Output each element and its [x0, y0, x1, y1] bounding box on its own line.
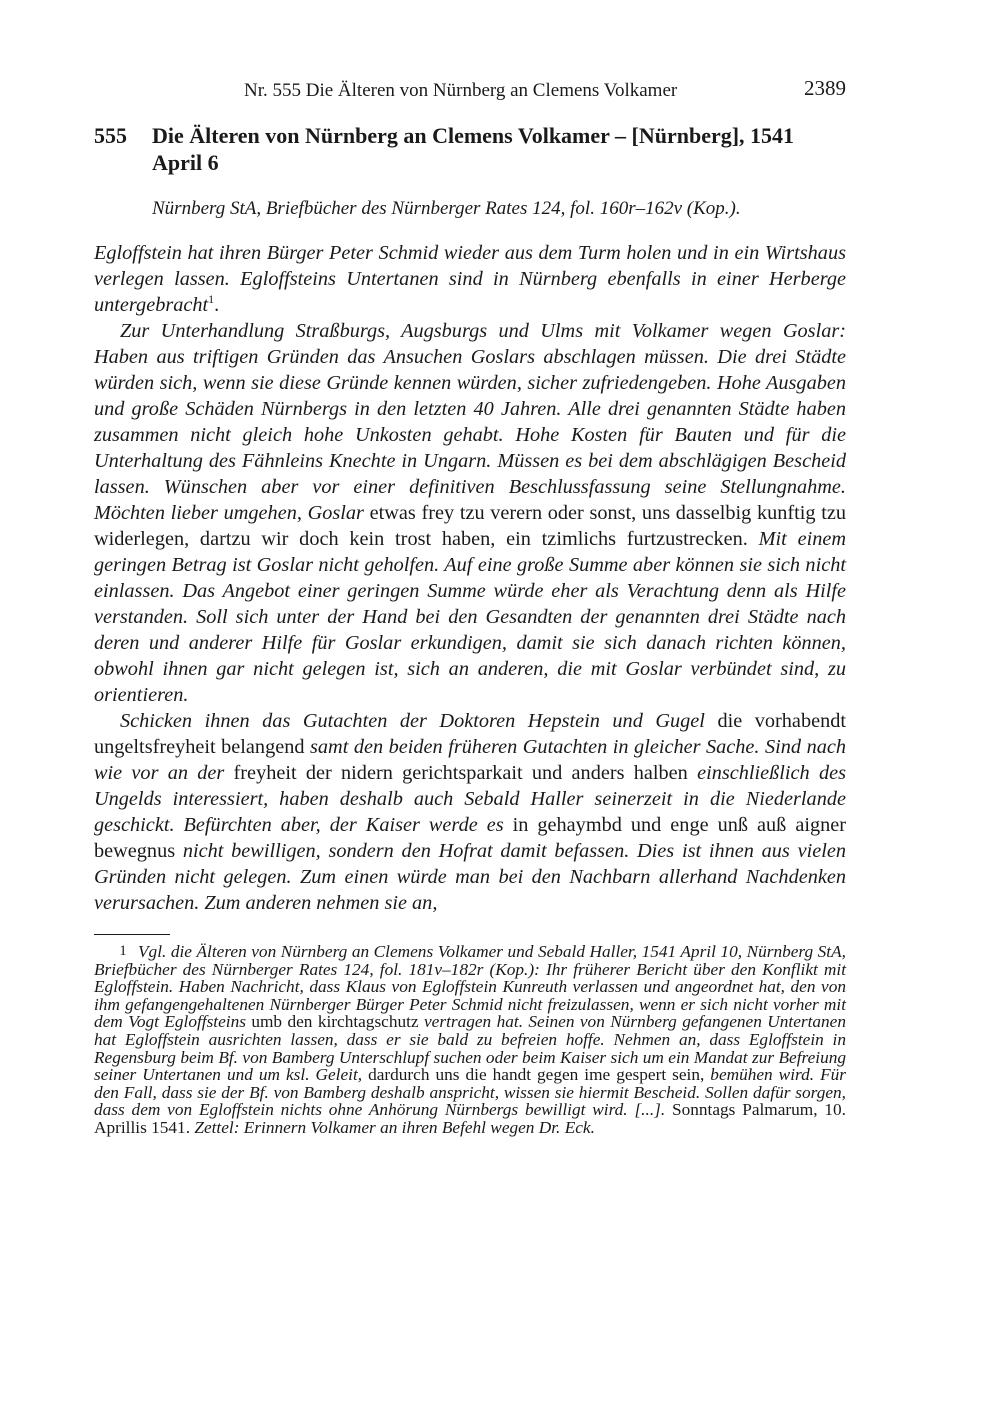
footnote-italic-2: vertragen hat. Seinen von Nürnberg gefangenen Untertanen hat Egloffstein ausrichten lassen, dass er sie bald zu befreien hoffe. Nehmen an, dass Egloffstein in Regensburg beim Bf. von Bamberg Unterschlupf suchen oder beim Kaiser sich um ein Mandat zur Befreiung seiner Untertanen und um ksl. Geleit,	[94, 1012, 846, 1085]
paragraph-3-quote-1: die vorhabendt ungeltsfreyheit belangend	[94, 710, 846, 758]
footnote-italic-1: Vgl. die Älteren von Nürnberg an Clemens Volkamer und Sebald Haller, 1541 April 10, Nürnberg StA, Briefbücher des Nürnberger Rates 124, fol. 181v–182r (Kop.): Ihr früherer Bericht über den Konflikt mit Egloffstein. Haben Nachricht, dass Klaus von Egloffstein Kunreuth verlassen und angeordnet hat, den von ihm gefangengehaltenen Nürnberger Bürger Peter Schmid nicht freizulassen, wenn er sich nicht vorher mit dem Vogt Egloffsteins	[94, 942, 846, 1032]
paragraph-1-end: .	[214, 294, 220, 316]
document-title: Die Älteren von Nürnberg an Clemens Volkamer – [Nürnberg], 1541 April 6	[152, 123, 795, 175]
source-citation: Nürnberg StA, Briefbücher des Nürnberger Rates 124, fol. 160r–162v (Kop.).	[152, 198, 741, 219]
paragraph-1-text: Egloffstein hat ihren Bürger Peter Schmid wieder aus dem Turm holen und in ein Wirtshaus verlegen lassen. Egloffsteins Untertanen sind in Nürnberg ebenfalls in einer Herberge untergebracht	[94, 242, 846, 316]
book-page	[94, 74, 846, 1137]
paragraph-2-italic-2: Mit einem geringen Betrag ist Goslar nicht geholfen. Auf eine große Summe aber können sie sich nicht einlassen. Das Angebot einer geringen Summe würde eher als Verachtung denn als Hilfe verstanden. Soll sich unter der Hand bei den Gesandten der genannten drei Städte nach deren und anderer Hilfe für Goslar erkundigen, damit sie sich danach richten können, obwohl ihnen gar nicht gelegen ist, sich an anderen, die mit Goslar verbündet sind, zu orientieren.	[94, 528, 846, 706]
paragraph-3-italic-4: nicht bewilligen, sondern den Hofrat damit befassen. Dies ist ihnen aus vielen Gründen nicht gelegen. Zum einen würde man bei den Nachbarn allerhand Nachdenken verursachen. Zum anderen nehmen sie an,	[94, 840, 846, 914]
paragraph-1	[94, 240, 846, 318]
document-heading	[94, 122, 846, 176]
paragraph-3-quote-2: freyheit der nidern gerichtsparkait und anders halben	[224, 762, 698, 784]
running-head	[94, 74, 846, 104]
paragraph-3	[94, 708, 846, 916]
footnote-quote-1: umb den kirchtagschutz	[245, 1012, 425, 1032]
running-head-title: Nr. 555 Die Älteren von Nürnberg an Clemens Volkamer	[244, 80, 678, 101]
paragraph-3-italic-1: Schicken ihnen das Gutachten der Doktoren Hepstein und Gugel	[120, 710, 705, 732]
body-text	[94, 240, 846, 916]
page-number: 2389	[804, 76, 846, 100]
paragraph-3-quote-3: in gehaymbd und enge unß auß aigner bewegnus	[94, 814, 846, 862]
footnote-date: Sonntags Palmarum, 10. Aprillis 1541.	[94, 1100, 846, 1137]
footnote-1	[94, 943, 846, 1137]
paragraph-2	[94, 318, 846, 708]
document-number: 555	[94, 123, 127, 148]
footnote-quote-2: dardurch uns die handt gegen ime gespert sein,	[362, 1065, 711, 1085]
paragraph-3-italic-2: samt den beiden früheren Gutachten in gleicher Sache. Sind nach wie vor an der	[94, 736, 846, 784]
footnote-italic-3: bemühen wird. Für den Fall, dass sie der Bf. von Bamberg deshalb anspricht, wissen sie hiermit Bescheid. Sollen dafür sorgen, dass dem von Egloffstein nichts ohne Anhörung Nürnbergs bewilligt wird. [...].	[94, 1065, 846, 1120]
footnote-mark: 1	[119, 943, 127, 959]
paragraph-2-italic-1: Zur Unterhandlung Straßburgs, Augsburgs und Ulms mit Volkamer wegen Goslar: Haben aus triftigen Gründen das Ansuchen Goslars abschlagen müssen. Die drei Städte würden sich, wenn sie diese Gründe kennen würden, sicher zufriedengeben. Hohe Ausgaben und große Schäden Nürnbergs in den letzten 40 Jahren. Alle drei genannten Städte haben zusammen nicht gleich hohe Unkosten gehabt. Hohe Kosten für Bauten und für die Unterhaltung des Fähnleins Knechte in Ungarn. Müssen es bei dem abschlägigen Bescheid lassen. Wünschen aber vor einer definitiven Beschlussfassung seine Stellungnahme. Möchten lieber umgehen, Goslar	[94, 320, 846, 524]
paragraph-3-italic-3: einschließlich des Ungelds interessiert, haben deshalb auch Sebald Haller seinerzeit in die Niederlande geschickt. Befürchten aber, der Kaiser werde es	[94, 762, 846, 836]
footnote-italic-4: Zettel: Erinnern Volkamer an ihren Befehl wegen Dr. Eck.	[194, 1117, 595, 1137]
footnote-divider	[94, 934, 170, 935]
footnote-reference[interactable]: 1	[208, 292, 215, 307]
paragraph-2-quote-1: etwas frey tzu verern oder sonst, uns dasselbig kunftig tzu widerlegen, dartzu wir doch kein trost haben, ein tzimlichs furtzustrecken.	[94, 502, 846, 550]
